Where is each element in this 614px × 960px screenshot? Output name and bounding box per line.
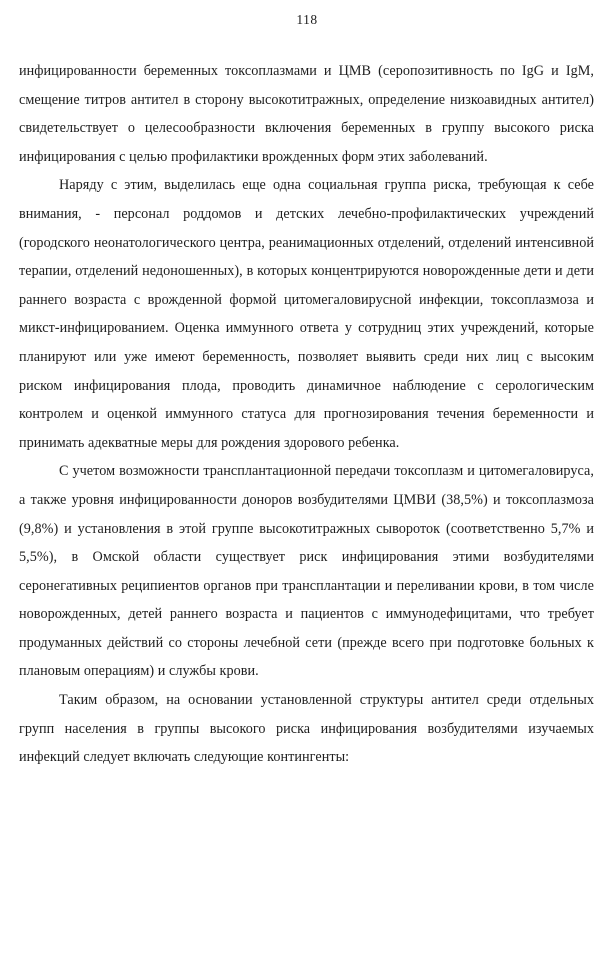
paragraph-transplant-risk: С учетом возможности трансплантационной передачи токсоплазм и цитомегаловируса, а также уровня инфицированности доноров возбудителями ЦМВИ (38,5%) и токсоплазмоза (9,8%) и установления в этой группе высокотитражных сывороток (соответственно 5,7% и 5,5%), в Омской области существует риск инфицирования этими возбудителями серонегативных реципиентов органов при трансплантации и переливании крови, в том числе новорожденных, детей раннего возраста и пациентов с иммунодефицитами, что требует продуманных действий со стороны лечебной сети (прежде всего при подготовке больных к плановым операциям) и службы крови. (19, 463, 594, 680)
paragraph-risk-group-personnel: Наряду с этим, выделилась еще одна социальная группа риска, требующая к себе внимания, - персонал роддомов и детских лечебно-профилактических учреждений (городского неонатологического центра, реанимационных отделений, отделений интенсивной терапии, отделений недоношенных), в которых концентрируются новорожденные дети и дети раннего возраста с врожденной формой цитомегаловирусной инфекции, токсоплазмоза и микст-инфицированием. Оценка иммунного ответа у сотрудниц этих учреждений, которые планируют или уже имеют беременность, позволяет выявить среди них лиц с высоким риском инфицирования плода, проводить динамичное наблюдение с серологическим контролем и оценкой иммунного статуса для прогнозирования течения беременности и принимать адекватные меры для рождения здорового ребенка. (19, 177, 594, 451)
page-number: 118 (296, 12, 318, 27)
paragraph-conclusion: Таким образом, на основании установленной структуры антител среди отдельных групп населения в группы высокого риска инфицирования возбудителями изучаемых инфекций следует включать следующие контингенты: (19, 692, 594, 766)
paragraph-continuation: инфицированности беременных токсоплазмами и ЦМВ (серопозитивность по IgG и IgM, смещение титров антител в сторону высокотитражных, определение низкоавидных антител) свидетельствует о целесообразности включения беременных в группу высокого риска инфицирования с целью профилактики врожденных форм этих заболеваний. (19, 63, 594, 165)
body-text (19, 57, 594, 772)
